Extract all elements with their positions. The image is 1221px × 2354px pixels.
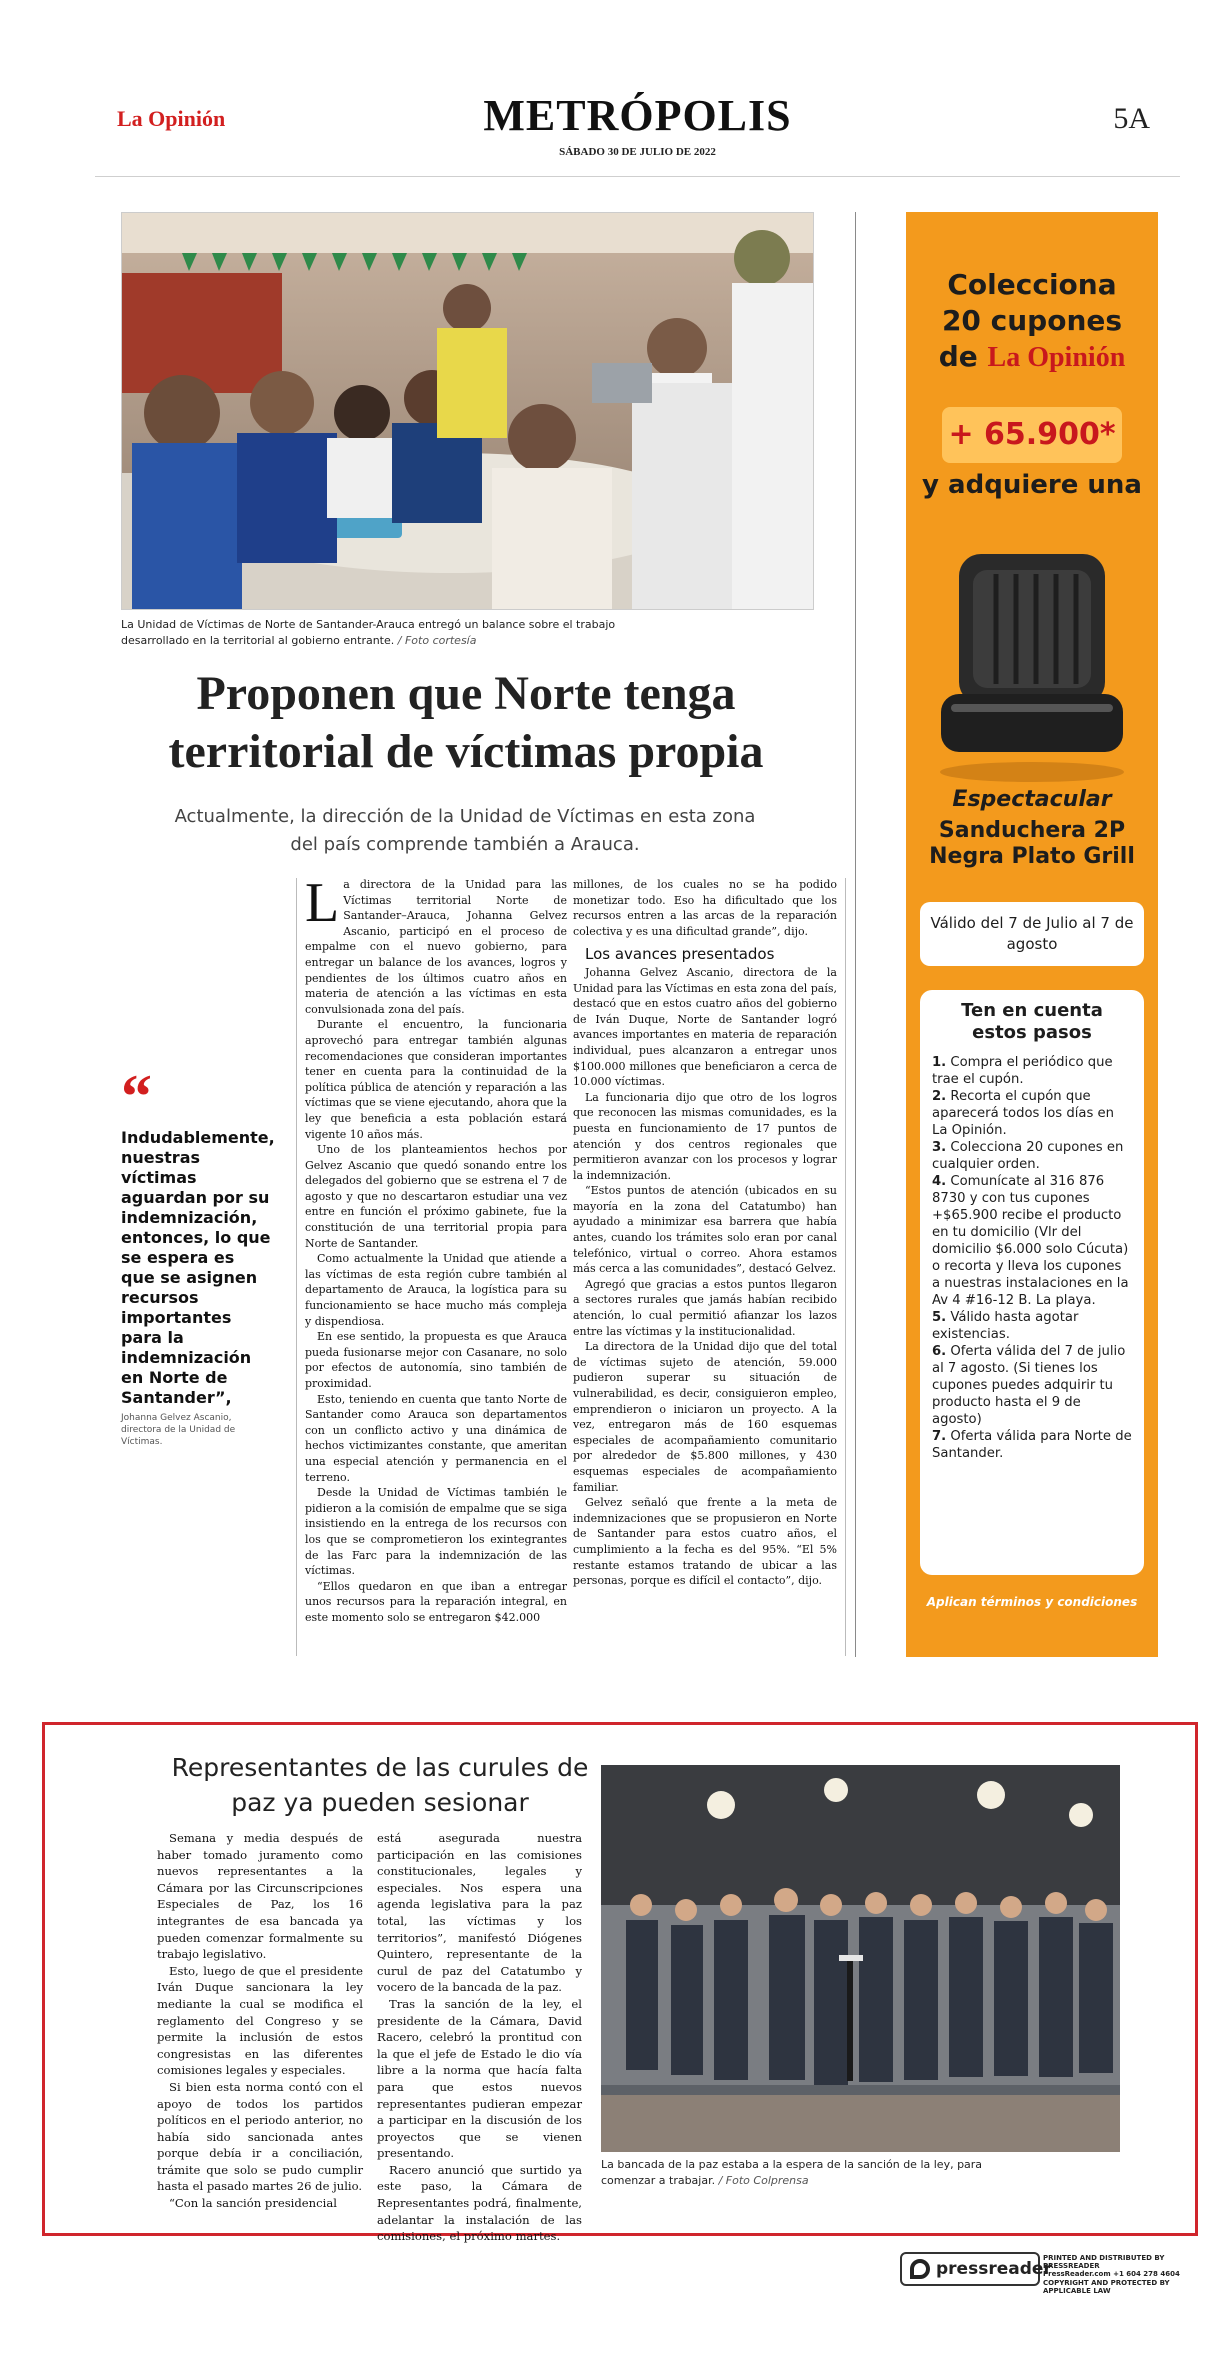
paragraph: “Con la sanción presidencial [169,2196,337,2211]
page-header [95,90,1180,180]
ad-brand: La Opinión [987,342,1126,373]
notice-line: PressReader.com +1 604 278 4604 [1043,2270,1180,2279]
coupon-advertisement[interactable] [906,212,1158,1657]
header-rule-bottom [95,176,1180,177]
paragraph: Gelvez señaló que frente a la meta de indemnizaciones que se propusieron en Norte de Santander para estos cuatro años, el cumplimiento a la fecha es del 95%. “El 5% restante estamos tratando de ubicar a las personas, porque es difícil el contacto”, dijo. [573,1496,837,1588]
caption-text: La bancada de la paz estaba a la espera de la sanción de la ley, para comenzar a trabajar. [601,2158,983,2187]
ad-steps-box [920,990,1144,1575]
ad-step: 5. Válido hasta agotar existencias. [932,1310,1079,1342]
paragraph: En ese sentido, la propuesta es que Arauca pueda fusionarse mejor con Casanare, no solo por efectos de autonomía, sino también de proximidad. [305,1330,567,1390]
press-conference-photo-illustration [601,1765,1120,2152]
paragraph: Agregó que gracias a estos puntos llegaron a sectores rurales que jamás habían recibido atención, lo cual permitió afianzar los lazos entre las víctimas y la institucionalidad. [573,1277,837,1338]
meeting-photo-illustration [122,213,814,610]
page-number: 5A [1113,102,1150,135]
paragraph: Uno de los planteamientos hechos por Gelvez Ascanio que quedó sonando entre los delegados del gobierno que se estrena el 7 de agosto y que no descartaron estudiar una vez entre en función el próximo gabinete, fue la constitución de una territorial propia para Norte de Santander. [305,1143,567,1250]
ad-terms-link[interactable]: Aplican términos y condiciones [926,1595,1138,1609]
notice-line: COPYRIGHT AND PROTECTED BY APPLICABLE LAW [1043,2278,1170,2295]
photo-credit: / Foto cortesía [397,634,477,647]
second-article-column-1 [157,1830,363,2212]
ad-step: 1. Compra el periódico que trae el cupón. [932,1055,1113,1087]
paragraph: Racero anunció que surtido ya este paso, la Cámara de Representantes podrá, finalmente, adelantar la instalación de las comisiones, el próximo martes. [377,2162,582,2244]
paragraph: “Ellos quedaron en que iban a entregar unos recursos para la reparación integral, en este momento solo se entregaron $42.000 [305,1579,567,1624]
paragraph: “Estos puntos de atención (ubicados en su mayoría en la zona del Catatumbo) han ayudado a minimizar esa barrera que había antes, cuando los trámites solo eran por canal telefónico, virtual o correo. Ahora estamos más cerca a las comunidades”, destacó Gelvez. [573,1184,837,1276]
paragraph: Johanna Gelvez Ascanio, directora de la Unidad para las Víctimas en esta zona del país, destacó que en estos cuatro años del gobierno de Iván Duque, Norte de Santander logró avances importantes en materia de reparación individual, pues alcanzaron a entregar unos $100.000 millones que beneficiaron a cerca de 10.000 víctimas. [573,965,837,1089]
pressreader-notice [1043,2254,1198,2295]
article-headline: Proponen que Norte tenga territorial de víctimas propia [168,667,764,778]
quote-attribution: Johanna Gelvez Ascanio, directora de la Unidad de Víctimas. [121,1413,236,1447]
paragraph: Esto, luego de que el presidente Iván Duque sancionara la ley mediante la cual se modifica el reglamento del Congreso y se permite la inclusión de estos congresistas en las diferentes comisiones legales y especiales. [157,1963,363,2078]
ad-step: 7. Oferta válida para Norte de Santander. [932,1429,1132,1461]
article-column-2 [573,877,837,1589]
paragraph: La directora de la Unidad dijo que del total de víctimas sujeto de atención, 59.000 pudieron superar su situación de vulnerabilidad, es decir, consiguieron empleo, emprendieron o iniciaron un proyecto. A la vez, entregaron más de 160 esquemas especiales de acompañamiento comunitario por alrededor de $5.800 millones, y 430 esquemas especiales de acompañamiento familiar. [573,1340,837,1494]
column-rule [296,878,297,1656]
paragraph: Durante el encuentro, la funcionaria aprovechó para entregar también algunas recomendaciones que consideran importantes tener en cuenta para la continuidad de la política pública de atención y reparación a las víctimas que se viene ejecutando, ahora que la ley que beneficia a esta población estará vigente 10 años más. [305,1018,567,1141]
quote-mark-icon: “ [121,1063,152,1131]
pressreader-icon [910,2259,930,2279]
paragraph: La funcionaria dijo que otro de los logros que reconocen las mismas comunidades, es la puesta en funcionamiento de 17 puntos de atención y dos centros regionales que permitieron avanzar con los procesos y lograr la indemnización. [573,1090,837,1182]
brand-logo: La Opinión [117,106,226,131]
paragraph: millones, de los cuales no se ha podido monetizar todo. Eso ha dificultado que los recursos entren a las arcas de la reparación colectiva y es una dificultad grande”, dijo. [573,878,837,938]
second-article-headline: Representantes de las curules de paz ya pueden sesionar [171,1753,589,1817]
paragraph: Tras la sanción de la ley, el presidente de la Cámara, David Racero, celebró la prontitud con la que el jefe de Estado le dio vía libre a la norma que hacía falta para que estos nuevos representantes pudieran empezar a participar en la discusión de los proyectos que se vienen presentando. [377,1996,582,2161]
paragraph: Desde la Unidad de Víctimas también le pidieron a la comisión de empalme que se siga insistiendo en la entrega de los recursos con los que se comprometieron los exintegrantes de las Farc para la indemnización de las víctimas. [305,1486,567,1578]
issue-date: SÁBADO 30 DE JULIO DE 2022 [95,146,1180,158]
ad-step: 6. Oferta válida del 7 de julio al 7 agosto. (Si tienes los cupones puedes adquirir tu producto hasta el 9 de agosto) [932,1344,1126,1427]
section-title: METRÓPOLIS [483,91,792,140]
second-article-column-2 [377,1830,582,2245]
quote-text: Indudablemente, nuestras víctimas aguardan por su indemnización, entonces, lo que se espera es que se asignen recursos importantes para la indemnización en Norte de Santander”, [121,1128,275,1407]
paragraph: Como actualmente la Unidad que atiende a las víctimas de esta región cubre también al departamento de Arauca, la logística para su funcionamiento se hace mucho más compleja y dispendiosa. [305,1252,567,1328]
ad-headline: Colecciona 20 cupones de La Opinión [938,268,1126,373]
pressreader-logo[interactable] [900,2252,1052,2286]
article-subheadline: Actualmente, la dirección de la Unidad de Víctimas en esta zona del país comprende también a Arauca. [174,806,756,855]
second-article-photo [601,1765,1120,2152]
sandwich-maker-icon [921,544,1143,794]
paragraph: está asegurada nuestra participación en las comisiones constitucionales, legales y especiales. Nos espera una agenda legislativa para la paz total, las víctimas y los territorios”, manifestó Diógenes Quintero, representante de la curul de paz del Catatumbo y vocero de la bancada de la paz. [377,1831,582,1995]
second-photo-caption [601,2157,1001,2189]
ad-price: + 65.900* [942,407,1122,463]
column-rule [845,878,846,1656]
ad-subline: y adquiere una [922,470,1142,500]
dropcap: L [305,872,340,934]
ad-step: 4. Comunícate al 316 876 8730 y con tus cupones +$65.900 recibe el producto en tu domicilio (Vlr del domicilio $6.000 solo Cúcuta) o recorta y lleva los cupones a nuestras instalaciones en la Av 4 #16-12 B. La playa. [932,1174,1129,1308]
ad-step: 3. Colecciona 20 cupones en cualquier orden. [932,1140,1124,1172]
main-photo-caption [121,617,681,649]
article-column-1 [305,872,567,1626]
ad-product-tagline: Espectacular [952,787,1112,812]
pressreader-logo-text: pressreader [936,2259,1052,2279]
paragraph: Semana y media después de haber tomado juramento como nuevos representantes a la Cámara por las Circunscripciones Especiales de Paz, los 16 integrantes de esa bancada ya pueden comenzar formalmente su trabajo legislativo. [157,1831,363,1962]
section-subtitle: Los avances presentados [585,945,775,964]
sandwich-maker-image [921,544,1143,794]
column-divider [855,212,856,1657]
ad-steps-title: Ten en cuenta estos pasos [961,1000,1103,1043]
ad-product-name: Sanduchera 2P Negra Plato Grill [929,818,1135,869]
paragraph: Esto, teniendo en cuenta que tanto Norte de Santander como Arauca son departamentos con un conflicto activo y una dinámica de hechos victimizantes constante, que ameritan una especial atención y permanencia en el terreno. [305,1392,567,1484]
paragraph: La directora de la Unidad para las Víctimas territorial Norte de Santander–Arauca, Johanna Gelvez Ascanio, participó en el proceso de empalme con el nuevo gobierno, para entregar un balance de los avances, logros y pendientes de los últimos cuatro años en materia de atención a las víctimas en esta convulsionada zona del país. [305,872,567,1016]
notice-line: PRINTED AND DISTRIBUTED BY PRESSREADER [1043,2254,1165,2271]
main-photo [121,212,814,610]
photo-credit: / Foto Colprensa [718,2174,809,2187]
pull-quote [121,1063,275,1448]
paragraph: Si bien esta norma contó con el apoyo de todos los partidos políticos en el periodo anterior, no había sido sancionada antes porque debía ir a conciliación, trámite que solo se pudo cumplir hasta el pasado martes 26 de julio. [157,2079,363,2194]
caption-text: La Unidad de Víctimas de Norte de Santander-Arauca entregó un balance sobre el trabajo desarrollado en la territorial al gobierno entrante. [121,618,616,647]
ad-step: 2. Recorta el cupón que aparecerá todos los días en La Opinión. [932,1089,1115,1138]
ad-validity: Válido del 7 de Julio al 7 de agosto [920,902,1144,966]
